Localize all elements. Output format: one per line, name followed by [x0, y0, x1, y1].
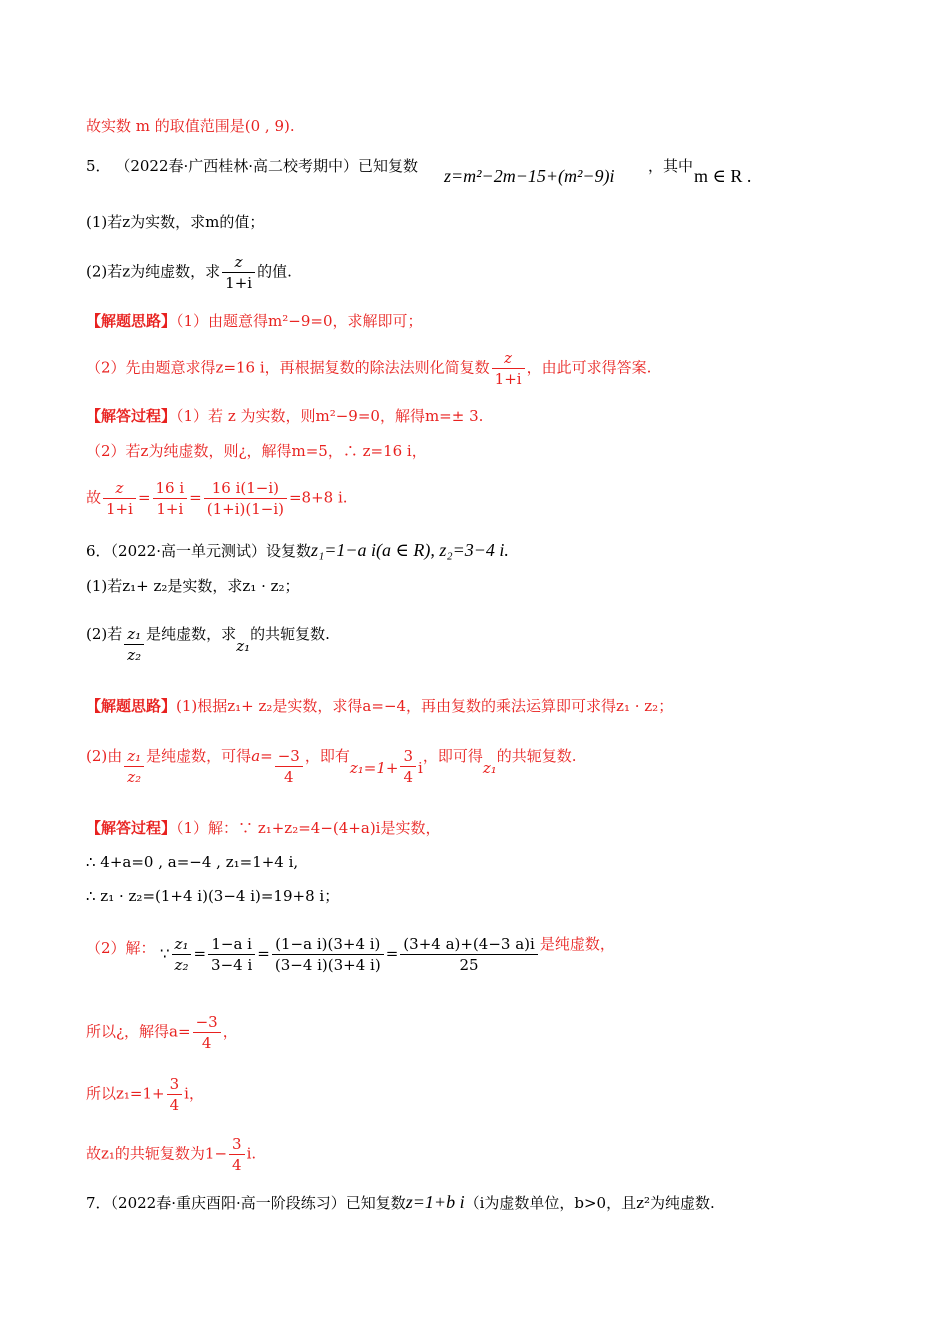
s6-thought-frac-3: [400, 746, 416, 787]
q5-part2: [86, 252, 292, 293]
s5-process-heading: 【解答过程】: [86, 407, 177, 425]
s6-thought-frac-1: [124, 746, 144, 787]
s6-thought-2-h: z₁: [482, 759, 497, 777]
s6-process-7-text: 故z₁的共轭复数为1−: [86, 1144, 228, 1163]
s6-process-heading: 【解答过程】: [86, 819, 177, 837]
s6-process-4: [86, 938, 156, 958]
q6-formula: z₁=1−a i(a ∈ R), z₂=3−4 i.: [311, 540, 509, 560]
s5-thought-2-end: ，由此可求得答案.: [526, 358, 652, 377]
s6-frac-6: [167, 1074, 183, 1115]
s5-process-1: [86, 406, 483, 426]
s6-process-5-text: 所以¿，解得a=: [86, 1022, 191, 1041]
q5-number: 5．: [86, 157, 111, 175]
numerator: −3: [275, 746, 303, 767]
q6-fraction: [124, 624, 144, 665]
s6-frac-2: [208, 934, 255, 975]
numerator: 3: [167, 1074, 183, 1095]
s5-thought-1-text: （1）由题意得m²−9=0，求解即可；: [176, 312, 423, 330]
denominator: 4: [283, 768, 294, 786]
s6-process-7-end: i.: [246, 1144, 257, 1163]
s6-thought-2-e: z₁=1+: [349, 759, 399, 777]
q6-part1: (1)若z₁+ z₂是实数，求z₁ · z₂；: [86, 577, 300, 595]
denominator: 4: [232, 1156, 242, 1174]
s5-thought-heading: 【解题思路】: [86, 312, 177, 330]
s5-process-3: 故 $\frac{z}{1+i}$ = $\frac{16 i}{1+i}$ = $\frac{16 i(1-i)}{(1+i)(1-i)}$ =8+8 i.: [86, 479, 348, 518]
s6-thought-2-b: 是纯虚数，可得: [146, 747, 252, 765]
denominator: z₂: [127, 646, 142, 664]
conclusion-m-range: 故实数 m 的取值范围是(0 , 9).: [86, 117, 295, 135]
s5-process-3-text: 故: [86, 488, 102, 507]
s6-frac-1: [172, 934, 192, 975]
numerator: z: [222, 252, 255, 273]
numerator: z₁: [124, 746, 144, 767]
q7-number: 7．: [86, 1194, 111, 1212]
numerator: −3: [193, 1012, 221, 1033]
s6-process-4-because: ∵: [160, 944, 170, 963]
s6-process-5-end: ，: [222, 1022, 238, 1041]
q6-z1: z₁: [236, 637, 251, 655]
numerator: z: [492, 348, 525, 369]
q7-stem: [86, 1192, 715, 1213]
q6-part2-end: 的共轭复数.: [250, 625, 330, 643]
s5-frac-3: [204, 478, 287, 519]
s6-process-6-end: i，: [184, 1084, 204, 1103]
q5-stem: [86, 156, 418, 176]
s6-process-5: [86, 1012, 238, 1053]
numerator: z: [103, 478, 136, 499]
s6-process-7: [86, 1134, 256, 1175]
numerator: 16 i(1−i): [204, 478, 287, 499]
s6-frac-7: [229, 1134, 245, 1175]
numerator: 3: [229, 1134, 245, 1155]
s6-process-4-equation: ∵ $\frac{\text{z₁}}{\text{z₂}}$ = $\frac{\text{1−a i}}{3-4 i}$ = $\frac{\text{(1−a i)(3+4 i)}}{(3-4 i)(3+4 i)}$ = $\frac{(3+4 a)+(4-3 a)i}{25}$ 是纯虚数，: [160, 934, 615, 974]
numerator: z₁: [172, 934, 192, 955]
s6-frac-4: [400, 934, 538, 975]
q7-source: （2022春·重庆酉阳·高一阶段练习）已知复数: [110, 1194, 406, 1212]
s5-thought-fraction: [492, 348, 525, 389]
s6-thought-2-c: a=: [251, 747, 273, 765]
s6-thought-2-g: ，即可得: [422, 747, 483, 765]
q6-part2: [86, 624, 330, 665]
q6-stem: [86, 540, 509, 561]
q5-source: （2022春·广西桂林·高二校考期中）已知复数: [115, 157, 419, 175]
s6-process-6: [86, 1074, 204, 1115]
s6-thought-2-f: i: [418, 759, 423, 777]
s5-thought-2: [86, 348, 651, 389]
denominator: 1+i: [494, 370, 522, 388]
denominator: 4: [403, 768, 413, 786]
s6-process-3: ∴ z₁ · z₂=(1+4 i)(3−4 i)=19+8 i；: [86, 887, 340, 905]
s6-process-2: ∴ 4+a=0 , a=−4 , z₁=1+4 i,: [86, 853, 299, 871]
s5-process-2: （2）若z为纯虚数，则¿，解得m=5，∴ z=16 i，: [86, 442, 427, 460]
s6-thought-2-d: ，即有: [304, 747, 350, 765]
s6-thought-1: [86, 696, 673, 716]
s6-frac-5: [193, 1012, 221, 1053]
q6-part2-text: (2)若: [86, 625, 123, 643]
q5-part2-end: 的值.: [257, 262, 292, 281]
numerator: z₁: [124, 624, 144, 645]
s6-thought-2: [86, 746, 577, 787]
denominator: (3−4 i)(3+4 i): [274, 956, 381, 974]
denominator: 4: [201, 1034, 212, 1052]
s6-process-4-end: 是纯虚数，: [539, 934, 615, 953]
q5-fraction: [222, 252, 255, 293]
denominator: 25: [459, 956, 479, 974]
q5-domain: m ∈ R .: [694, 166, 752, 186]
q6-source: （2022·高一单元测试）设复数: [110, 542, 311, 560]
s6-thought-heading: 【解题思路】: [86, 697, 177, 715]
denominator: 1+i: [106, 500, 133, 518]
numerator: (1−a i)(3+4 i): [272, 934, 384, 955]
denominator: z₂: [127, 768, 142, 786]
denominator: 3−4 i: [211, 956, 253, 974]
q7-rest: （i为虚数单位，b>0，且z²为纯虚数.: [464, 1194, 715, 1212]
s5-frac-1: [103, 478, 136, 519]
q6-part2-mid: 是纯虚数，求: [146, 625, 237, 643]
s5-thought-1: [86, 311, 423, 331]
s6-process-4-a: （2）解：: [86, 939, 156, 957]
s6-process-6-text: 所以z₁=1+: [86, 1084, 165, 1103]
numerator: (3+4 a)+(4−3 a)i: [400, 934, 538, 955]
q5-part1: (1)若z为实数，求m的值；: [86, 213, 265, 231]
s6-thought-frac-2: [275, 746, 303, 787]
s6-frac-3: [272, 934, 384, 975]
denominator: 1+i: [156, 500, 184, 518]
s5-process-3-end: =8+8 i.: [288, 488, 348, 507]
s5-process-1-text: （1）若 z 为实数，则m²−9=0，解得m=± 3.: [176, 407, 484, 425]
q6-number: 6．: [86, 542, 111, 560]
denominator: (1+i)(1−i): [206, 500, 284, 518]
numerator: 3: [400, 746, 416, 767]
q7-formula: z=1+b i: [405, 1192, 465, 1212]
s6-thought-2-i: 的共轭复数.: [496, 747, 577, 765]
s6-process-1-text: （1）解：∵ z₁+z₂=4−(4+a)i是实数，: [176, 819, 441, 837]
q5-part2-text: (2)若z为纯虚数，求: [86, 262, 221, 281]
s5-frac-2: [153, 478, 188, 519]
s6-process-1: [86, 818, 440, 838]
denominator: 1+i: [225, 274, 253, 292]
numerator: 1−a i: [208, 934, 255, 955]
q5-formula: z=m²−2m−15+(m²−9)i: [444, 166, 615, 186]
s6-thought-1-text: (1)根据z₁+ z₂是实数，求得a=−4，再由复数的乘法运算即可求得z₁ · z₂；: [176, 697, 674, 715]
numerator: 16 i: [153, 478, 188, 499]
s5-thought-2-text: （2）先由题意求得z=16 i，再根据复数的除法法则化简复数: [86, 358, 490, 377]
denominator: 4: [169, 1096, 180, 1114]
s6-thought-2-a: (2)由: [86, 747, 123, 765]
denominator: z₂: [174, 956, 189, 974]
q5-mid: ，其中: [648, 157, 694, 175]
